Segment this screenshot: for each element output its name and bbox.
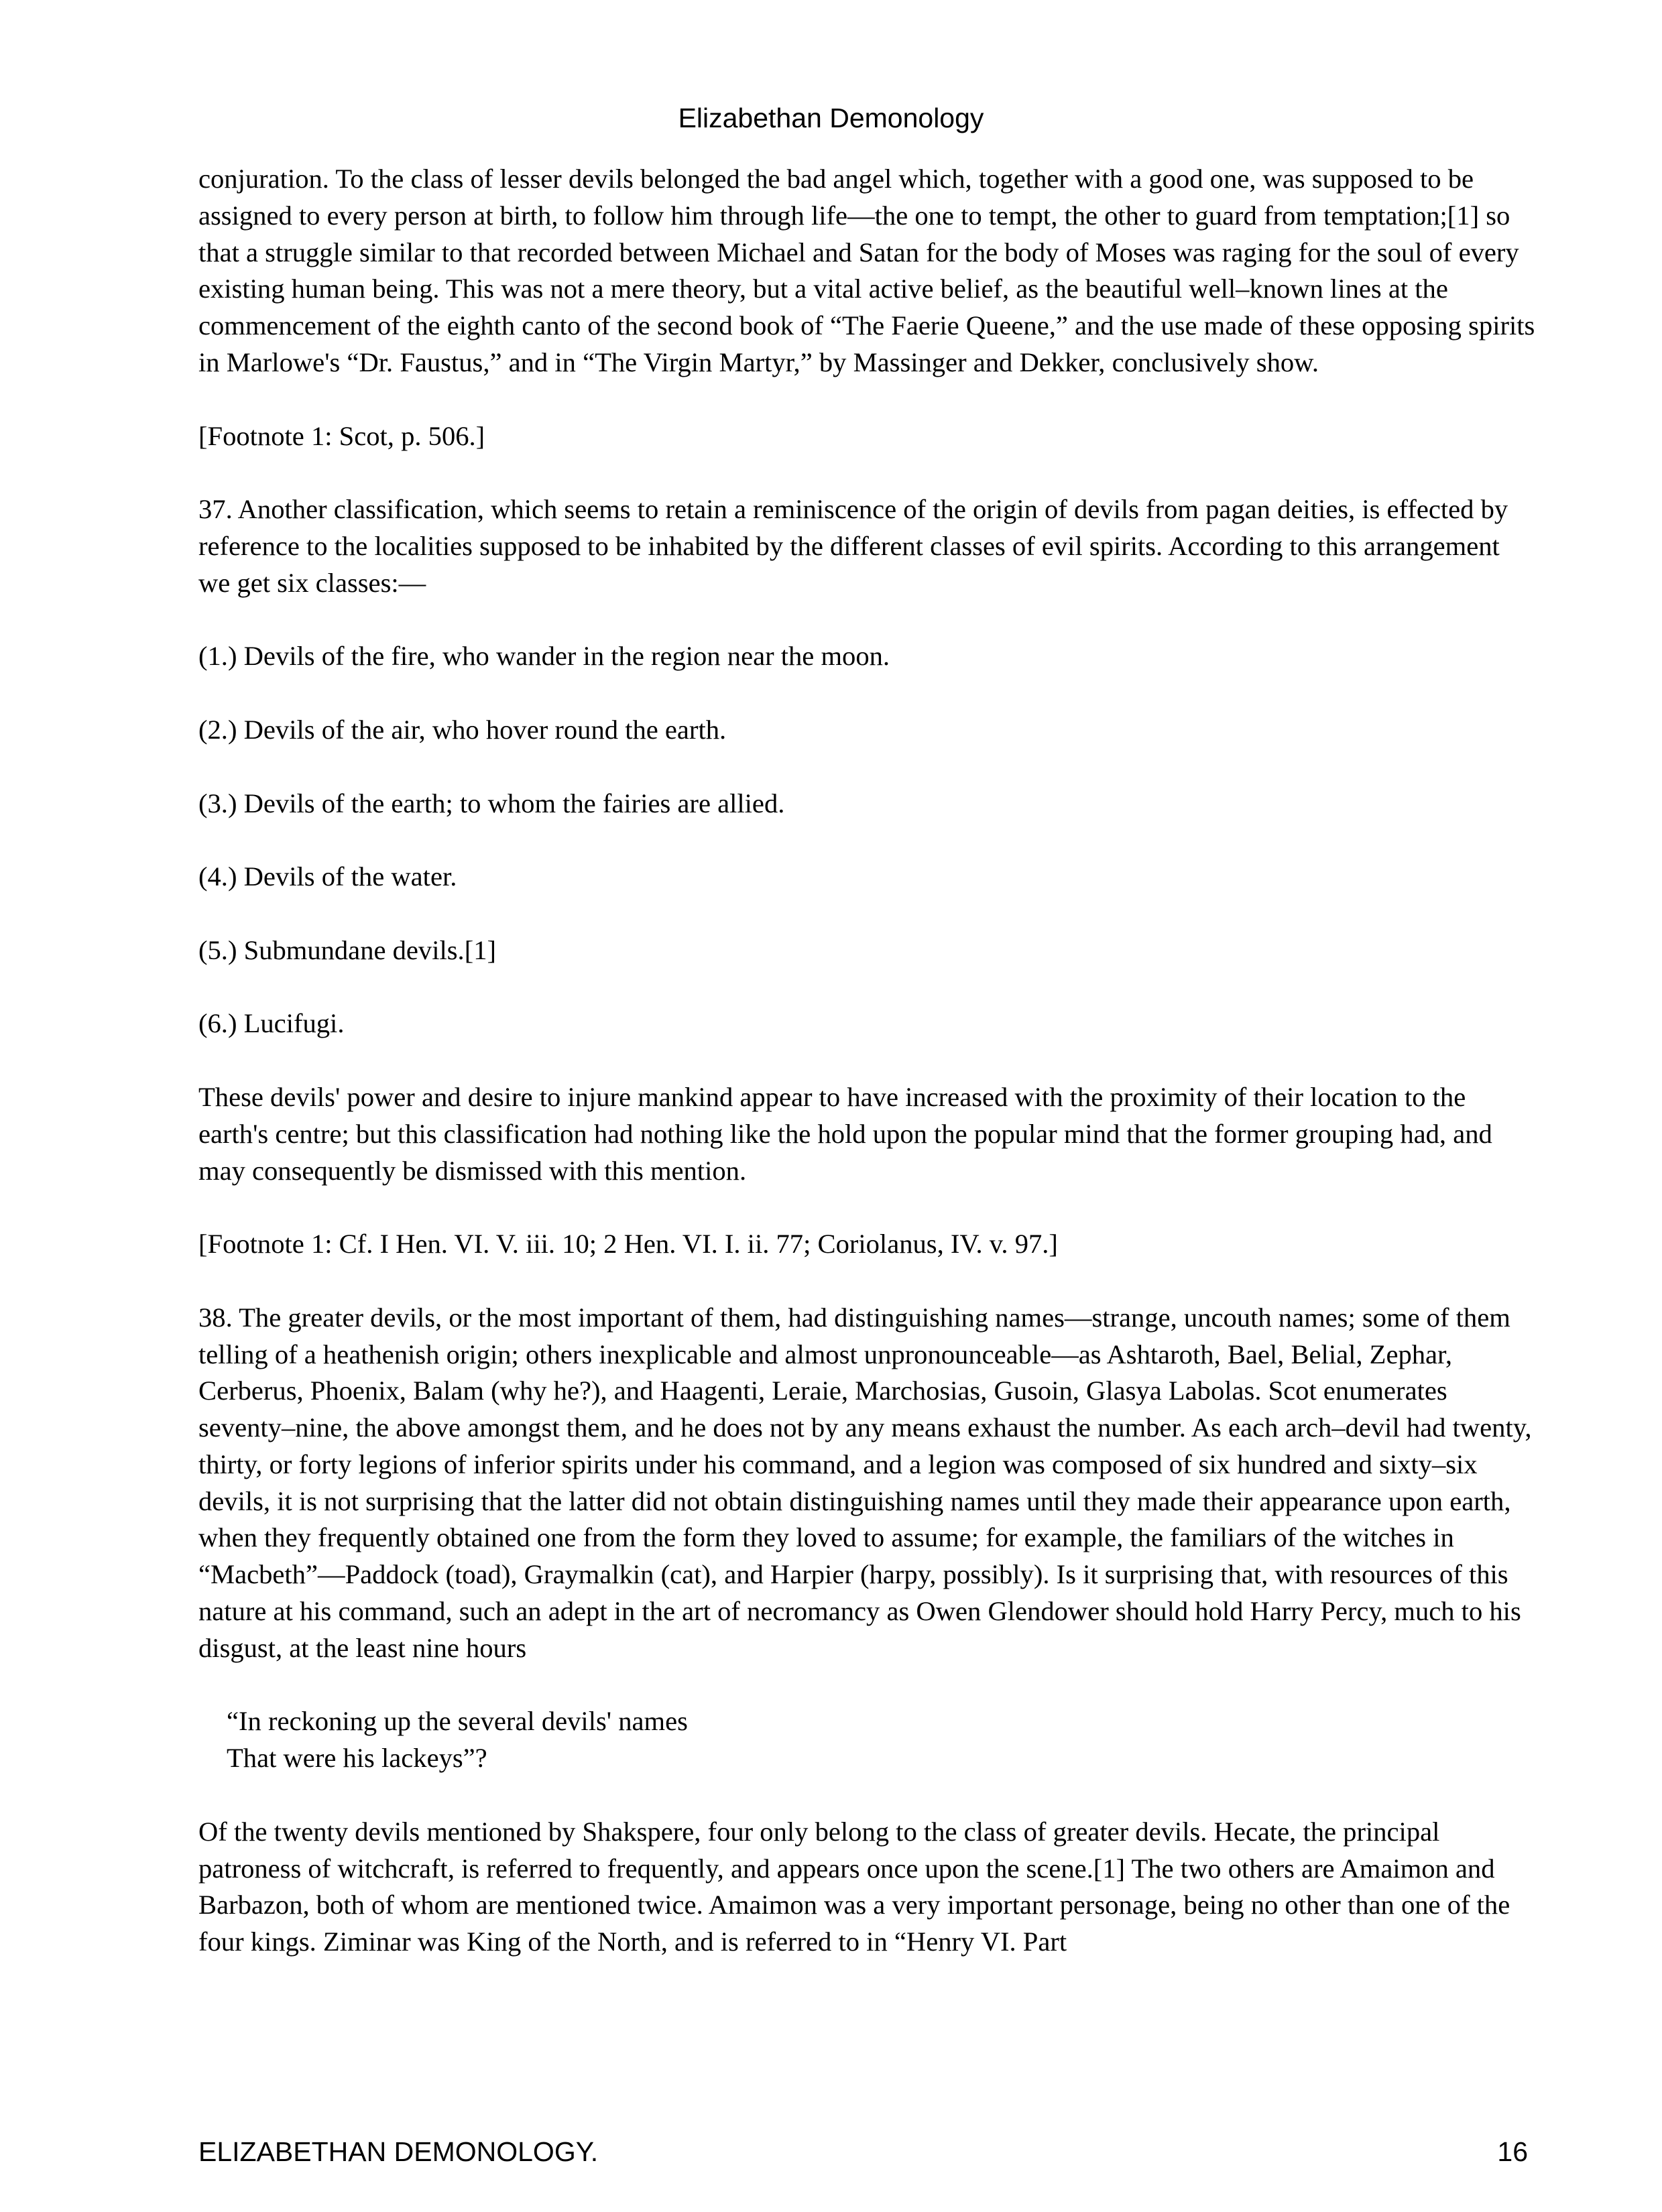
running-header: Elizabethan Demonology [678, 103, 984, 133]
verse-quote [198, 1703, 1536, 1777]
footer-book-title: ELIZABETHAN DEMONOLOGY. [198, 2136, 599, 2167]
verse-line: “In reckoning up the several devils' names [227, 1706, 688, 1737]
paragraph-twenty-devils: Of the twenty devils mentioned by Shakspere, four only belong to the class of greater devils. Hecate, the principal patroness of witchcraft, is referred to frequently, and appears once upon the scene.[1] The two others are Amaimon and Barbazon, both of whom are mentioned twice. Amaimon was a very important personage, being no other than one of the four kings. Ziminar was King of the North, and is referred to in “Henry VI. Part [198, 1816, 1510, 1957]
footnote-scot: [Footnote 1: Scot, p. 506.] [198, 420, 485, 451]
paragraph-devils-power: These devils' power and desire to injure mankind appear to have increased with the proximity of their location to the earth's centre; but this classification had nothing like the hold upon the popular mind that the former grouping had, and may consequently be dismissed with this mention. [198, 1081, 1492, 1186]
class-item-6: (6.) Lucifugi. [198, 1008, 345, 1039]
class-item-5: (5.) Submundane devils.[1] [198, 934, 497, 965]
paragraph-conjuration: conjuration. To the class of lesser devils belonged the bad angel which, together with a good one, was supposed to be assigned to every person at birth, to follow him through life—the one to tempt, the other to guard from temptation;[1] so that a struggle similar to that recorded between Michael and Satan for the body of Moses was raging for the soul of every existing human being. This was not a mere theory, but a vital active belief, as the beautiful well–known lines at the commencement of the eighth canto of the second book of “The Faerie Queene,” and the use made of these opposing spirits in Marlowe's “Dr. Faustus,” and in “The Virgin Martyr,” by Massinger and Dekker, conclusively show. [198, 164, 1535, 377]
class-item-4: (4.) Devils of the water. [198, 861, 457, 892]
verse-line: That were his lackeys”? [227, 1743, 487, 1774]
footnote-henry: [Footnote 1: Cf. I Hen. VI. V. iii. 10; 2 Hen. VI. I. ii. 77; Coriolanus, IV. v. 97.] [198, 1229, 1058, 1259]
paragraph-37: 37. Another classification, which seems to retain a reminiscence of the origin of devils from pagan deities, is effected by reference to the localities supposed to be inhabited by the different classes of evil spirits. According to this arrangement we get six classes:— [198, 494, 1508, 598]
class-item-1: (1.) Devils of the fire, who wander in the region near the moon. [198, 641, 890, 672]
class-item-2: (2.) Devils of the air, who hover round the earth. [198, 714, 727, 745]
page-number: 16 [1497, 2136, 1528, 2167]
class-item-3: (3.) Devils of the earth; to whom the fairies are allied. [198, 788, 785, 818]
paragraph-38: 38. The greater devils, or the most important of them, had distinguishing names—strange, uncouth names; some of them telling of a heathenish origin; others inexplicable and almost unpronounceable—as Ashtaroth, Bael, Belial, Zephar, Cerberus, Phoenix, Balam (why he?), and Haagenti, Leraie, Marchosias, Gusoin, Glasya Labolas. Scot enumerates seventy–nine, the above amongst them, and he does not by any means exhaust the number. As each arch–devil had twenty, thirty, or forty legions of inferior spirits under his command, and a legion was composed of six hundred and sixty–six devils, it is not surprising that the latter did not obtain distinguishing names until they made their appearance upon earth, when they frequently obtained one from the form they loved to assume; for example, the familiars of the witches in “Macbeth”—Paddock (toad), Graymalkin (cat), and Harpier (harpy, possibly). Is it surprising that, with resources of this nature at his command, such an adept in the art of necromancy as Owen Glendower should hold Harry Percy, much to his disgust, at the least nine hours [198, 1302, 1532, 1663]
page-body [198, 161, 1536, 1998]
